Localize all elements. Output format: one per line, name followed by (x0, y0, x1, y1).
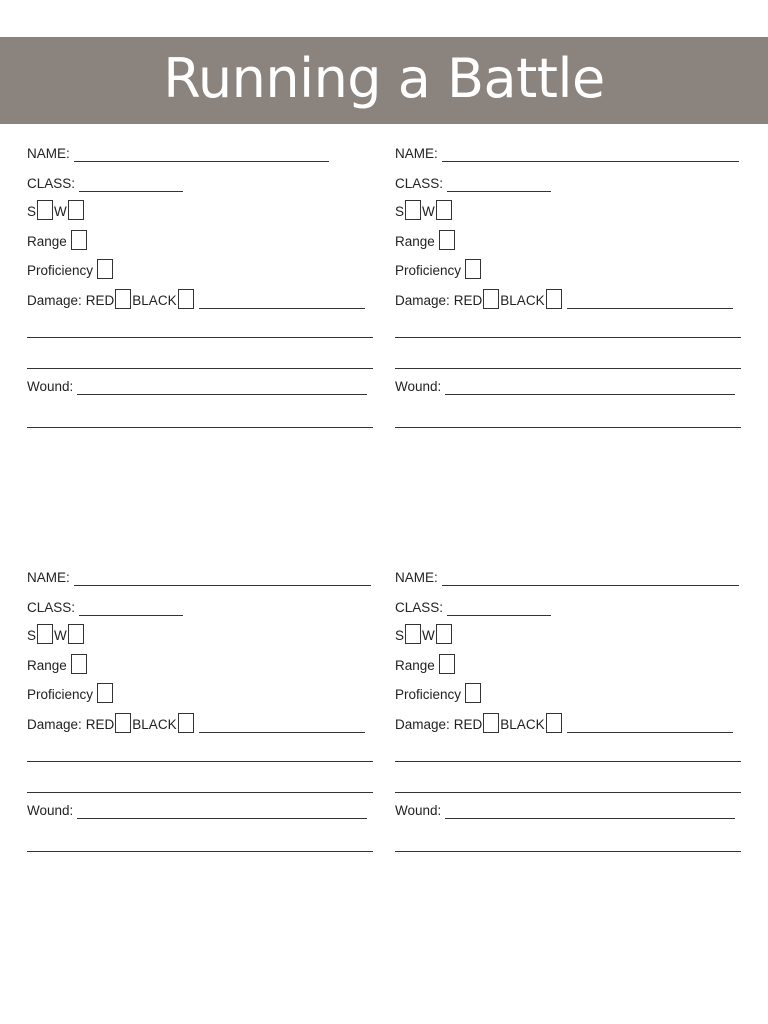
s-label: S (395, 628, 405, 643)
red-checkbox[interactable] (115, 713, 131, 733)
class-label: CLASS: (27, 176, 76, 191)
w-label: W (422, 628, 435, 643)
notes-line-2[interactable] (27, 792, 373, 793)
w-label: W (54, 204, 67, 219)
wound-blank[interactable] (77, 380, 367, 395)
proficiency-row (27, 683, 114, 703)
page-title: Running a Battle (163, 47, 605, 110)
class-row (395, 176, 551, 192)
class-blank[interactable] (79, 601, 183, 616)
range-checkbox[interactable] (71, 654, 87, 674)
wound-row (395, 379, 735, 395)
range-row (395, 654, 456, 674)
damage-row (27, 713, 365, 733)
damage-row (27, 289, 365, 309)
proficiency-checkbox[interactable] (97, 259, 113, 279)
proficiency-checkbox[interactable] (465, 259, 481, 279)
proficiency-label: Proficiency (27, 687, 94, 702)
title-banner (0, 37, 768, 124)
wound-blank[interactable] (445, 804, 735, 819)
w-checkbox[interactable] (436, 624, 452, 644)
s-label: S (27, 628, 37, 643)
black-checkbox[interactable] (178, 289, 194, 309)
black-checkbox[interactable] (546, 289, 562, 309)
proficiency-checkbox[interactable] (97, 683, 113, 703)
s-label: S (27, 204, 37, 219)
red-label: RED (453, 717, 483, 732)
red-checkbox[interactable] (115, 289, 131, 309)
range-checkbox[interactable] (439, 654, 455, 674)
class-label: CLASS: (395, 600, 444, 615)
name-blank[interactable] (74, 147, 329, 162)
damage-label: Damage: (27, 293, 82, 308)
black-label: BLACK (132, 293, 177, 308)
proficiency-row (395, 259, 482, 279)
damage-blank[interactable] (567, 718, 733, 733)
notes-line-1[interactable] (395, 761, 741, 762)
sw-row (395, 200, 453, 220)
notes-line-3[interactable] (395, 427, 741, 428)
w-label: W (54, 628, 67, 643)
wound-label: Wound: (27, 379, 74, 394)
range-label: Range (395, 658, 435, 673)
red-checkbox[interactable] (483, 713, 499, 733)
battle-card-4 (395, 564, 745, 854)
wound-blank[interactable] (77, 804, 367, 819)
notes-line-1[interactable] (27, 761, 373, 762)
wound-label: Wound: (395, 379, 442, 394)
black-checkbox[interactable] (178, 713, 194, 733)
black-label: BLACK (500, 293, 545, 308)
damage-row (395, 289, 733, 309)
s-checkbox[interactable] (405, 624, 421, 644)
notes-line-1[interactable] (395, 337, 741, 338)
proficiency-label: Proficiency (27, 263, 94, 278)
battle-card-1 (27, 140, 377, 430)
class-row (395, 600, 551, 616)
range-label: Range (27, 234, 67, 249)
wound-row (27, 803, 367, 819)
sw-row (27, 624, 85, 644)
name-label: NAME: (27, 146, 70, 161)
red-checkbox[interactable] (483, 289, 499, 309)
name-row (395, 146, 739, 162)
name-label: NAME: (27, 570, 70, 585)
notes-line-3[interactable] (395, 851, 741, 852)
s-checkbox[interactable] (37, 200, 53, 220)
red-label: RED (453, 293, 483, 308)
damage-blank[interactable] (567, 294, 733, 309)
w-checkbox[interactable] (68, 624, 84, 644)
sw-row (395, 624, 453, 644)
damage-label: Damage: (395, 293, 450, 308)
name-blank[interactable] (442, 571, 739, 586)
class-blank[interactable] (447, 601, 551, 616)
name-row (27, 570, 371, 586)
wound-row (395, 803, 735, 819)
damage-label: Damage: (395, 717, 450, 732)
damage-row (395, 713, 733, 733)
battle-card-2 (395, 140, 745, 430)
battle-card-3 (27, 564, 377, 854)
proficiency-label: Proficiency (395, 687, 462, 702)
s-label: S (395, 204, 405, 219)
black-label: BLACK (132, 717, 177, 732)
black-label: BLACK (500, 717, 545, 732)
class-row (27, 600, 183, 616)
damage-blank[interactable] (199, 294, 365, 309)
class-row (27, 176, 183, 192)
proficiency-checkbox[interactable] (465, 683, 481, 703)
range-label: Range (27, 658, 67, 673)
name-blank[interactable] (74, 571, 371, 586)
range-label: Range (395, 234, 435, 249)
proficiency-row (27, 259, 114, 279)
wound-label: Wound: (27, 803, 74, 818)
name-label: NAME: (395, 570, 438, 585)
s-checkbox[interactable] (37, 624, 53, 644)
sw-row (27, 200, 85, 220)
proficiency-label: Proficiency (395, 263, 462, 278)
range-checkbox[interactable] (71, 230, 87, 250)
notes-line-2[interactable] (395, 368, 741, 369)
name-blank[interactable] (442, 147, 739, 162)
w-checkbox[interactable] (436, 200, 452, 220)
wound-label: Wound: (395, 803, 442, 818)
class-blank[interactable] (447, 177, 551, 192)
damage-label: Damage: (27, 717, 82, 732)
black-checkbox[interactable] (546, 713, 562, 733)
class-blank[interactable] (79, 177, 183, 192)
name-label: NAME: (395, 146, 438, 161)
damage-blank[interactable] (199, 718, 365, 733)
name-row (395, 570, 739, 586)
w-label: W (422, 204, 435, 219)
notes-line-2[interactable] (27, 368, 373, 369)
notes-line-2[interactable] (395, 792, 741, 793)
s-checkbox[interactable] (405, 200, 421, 220)
range-row (27, 654, 88, 674)
class-label: CLASS: (27, 600, 76, 615)
notes-line-1[interactable] (27, 337, 373, 338)
red-label: RED (85, 293, 115, 308)
range-checkbox[interactable] (439, 230, 455, 250)
notes-line-3[interactable] (27, 851, 373, 852)
w-checkbox[interactable] (68, 200, 84, 220)
range-row (395, 230, 456, 250)
class-label: CLASS: (395, 176, 444, 191)
red-label: RED (85, 717, 115, 732)
range-row (27, 230, 88, 250)
name-row (27, 146, 329, 162)
notes-line-3[interactable] (27, 427, 373, 428)
wound-row (27, 379, 367, 395)
proficiency-row (395, 683, 482, 703)
wound-blank[interactable] (445, 380, 735, 395)
